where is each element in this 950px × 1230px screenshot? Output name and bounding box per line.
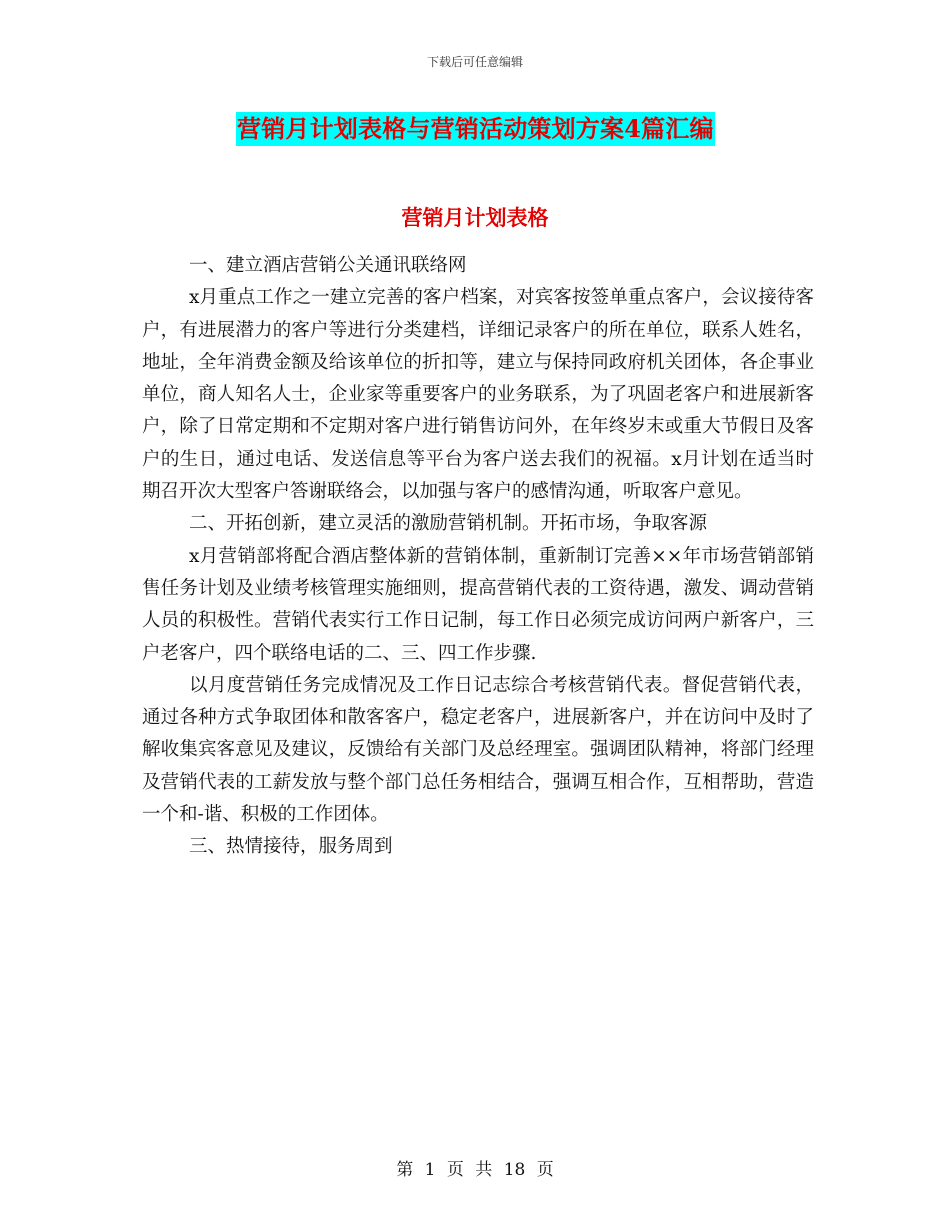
total-unit: 页	[536, 1160, 554, 1180]
paragraph: 以月度营销任务完成情况及工作日记志综合考核营销代表。督促营销代表，通过各种方式争取团体和散客客户，稳定老客户，进展新客户，并在访问中及时了解收集宾客意见及建议，反馈给有关部门及总经理室。强调团队精神，将部门经理及营销代表的工薪发放与整个部门总任务相结合，强调互相合作，互相帮助，营造一个和-谐、积极的工作团体。	[142, 674, 814, 826]
page-label: 第	[396, 1160, 414, 1180]
paragraph: x月营销部将配合酒店整体新的营销体制，重新制订完善××年市场营销部销售任务计划及业绩考核管理实施细则，提高营销代表的工资待遇，激发、调动营销人员的积极性。营销代表实行工作日记制，每工作日必须完成访问两户新客户，三户老客户，四个联络电话的二、三、四工作步骤.	[142, 545, 814, 664]
document-body	[142, 250, 814, 864]
total-pages: 18	[503, 1160, 526, 1180]
total-label: 共	[475, 1160, 493, 1180]
header-note: 下载后可任意编辑	[426, 55, 523, 69]
document-title: 营销月计划表格与营销活动策划方案4篇汇编	[236, 112, 715, 146]
heading-2: 二、开拓创新，建立灵活的激励营销机制。开拓市场，争取客源	[189, 513, 708, 535]
paragraph: x月重点工作之一建立完善的客户档案，对宾客按签单重点客户，会议接待客户，有进展潜力的客户等进行分类建档，详细记录客户的所在单位，联系人姓名，地址，全年消费金额及给该单位的折扣等，建立与保持同政府机关团体，各企事业单位，商人知名人士，企业家等重要客户的业务联系，为了巩固老客户和进展新客户，除了日常定期和不定期对客户进行销售访问外，在年终岁末或重大节假日及客户的生日，通过电话、发送信息等平台为客户送去我们的祝福。x月计划在适当时期召开次大型客户答谢联络会，以加强与客户的感情沟通，听取客户意见。	[142, 287, 814, 503]
page-footer	[0, 1155, 950, 1180]
section-title: 营销月计划表格	[401, 205, 549, 230]
heading-3: 三、热情接待，服务周到	[189, 836, 393, 858]
page-number: 1	[424, 1160, 436, 1180]
page-unit: 页	[446, 1160, 464, 1180]
heading-1: 一、建立酒店营销公关通讯联络网	[189, 255, 467, 276]
